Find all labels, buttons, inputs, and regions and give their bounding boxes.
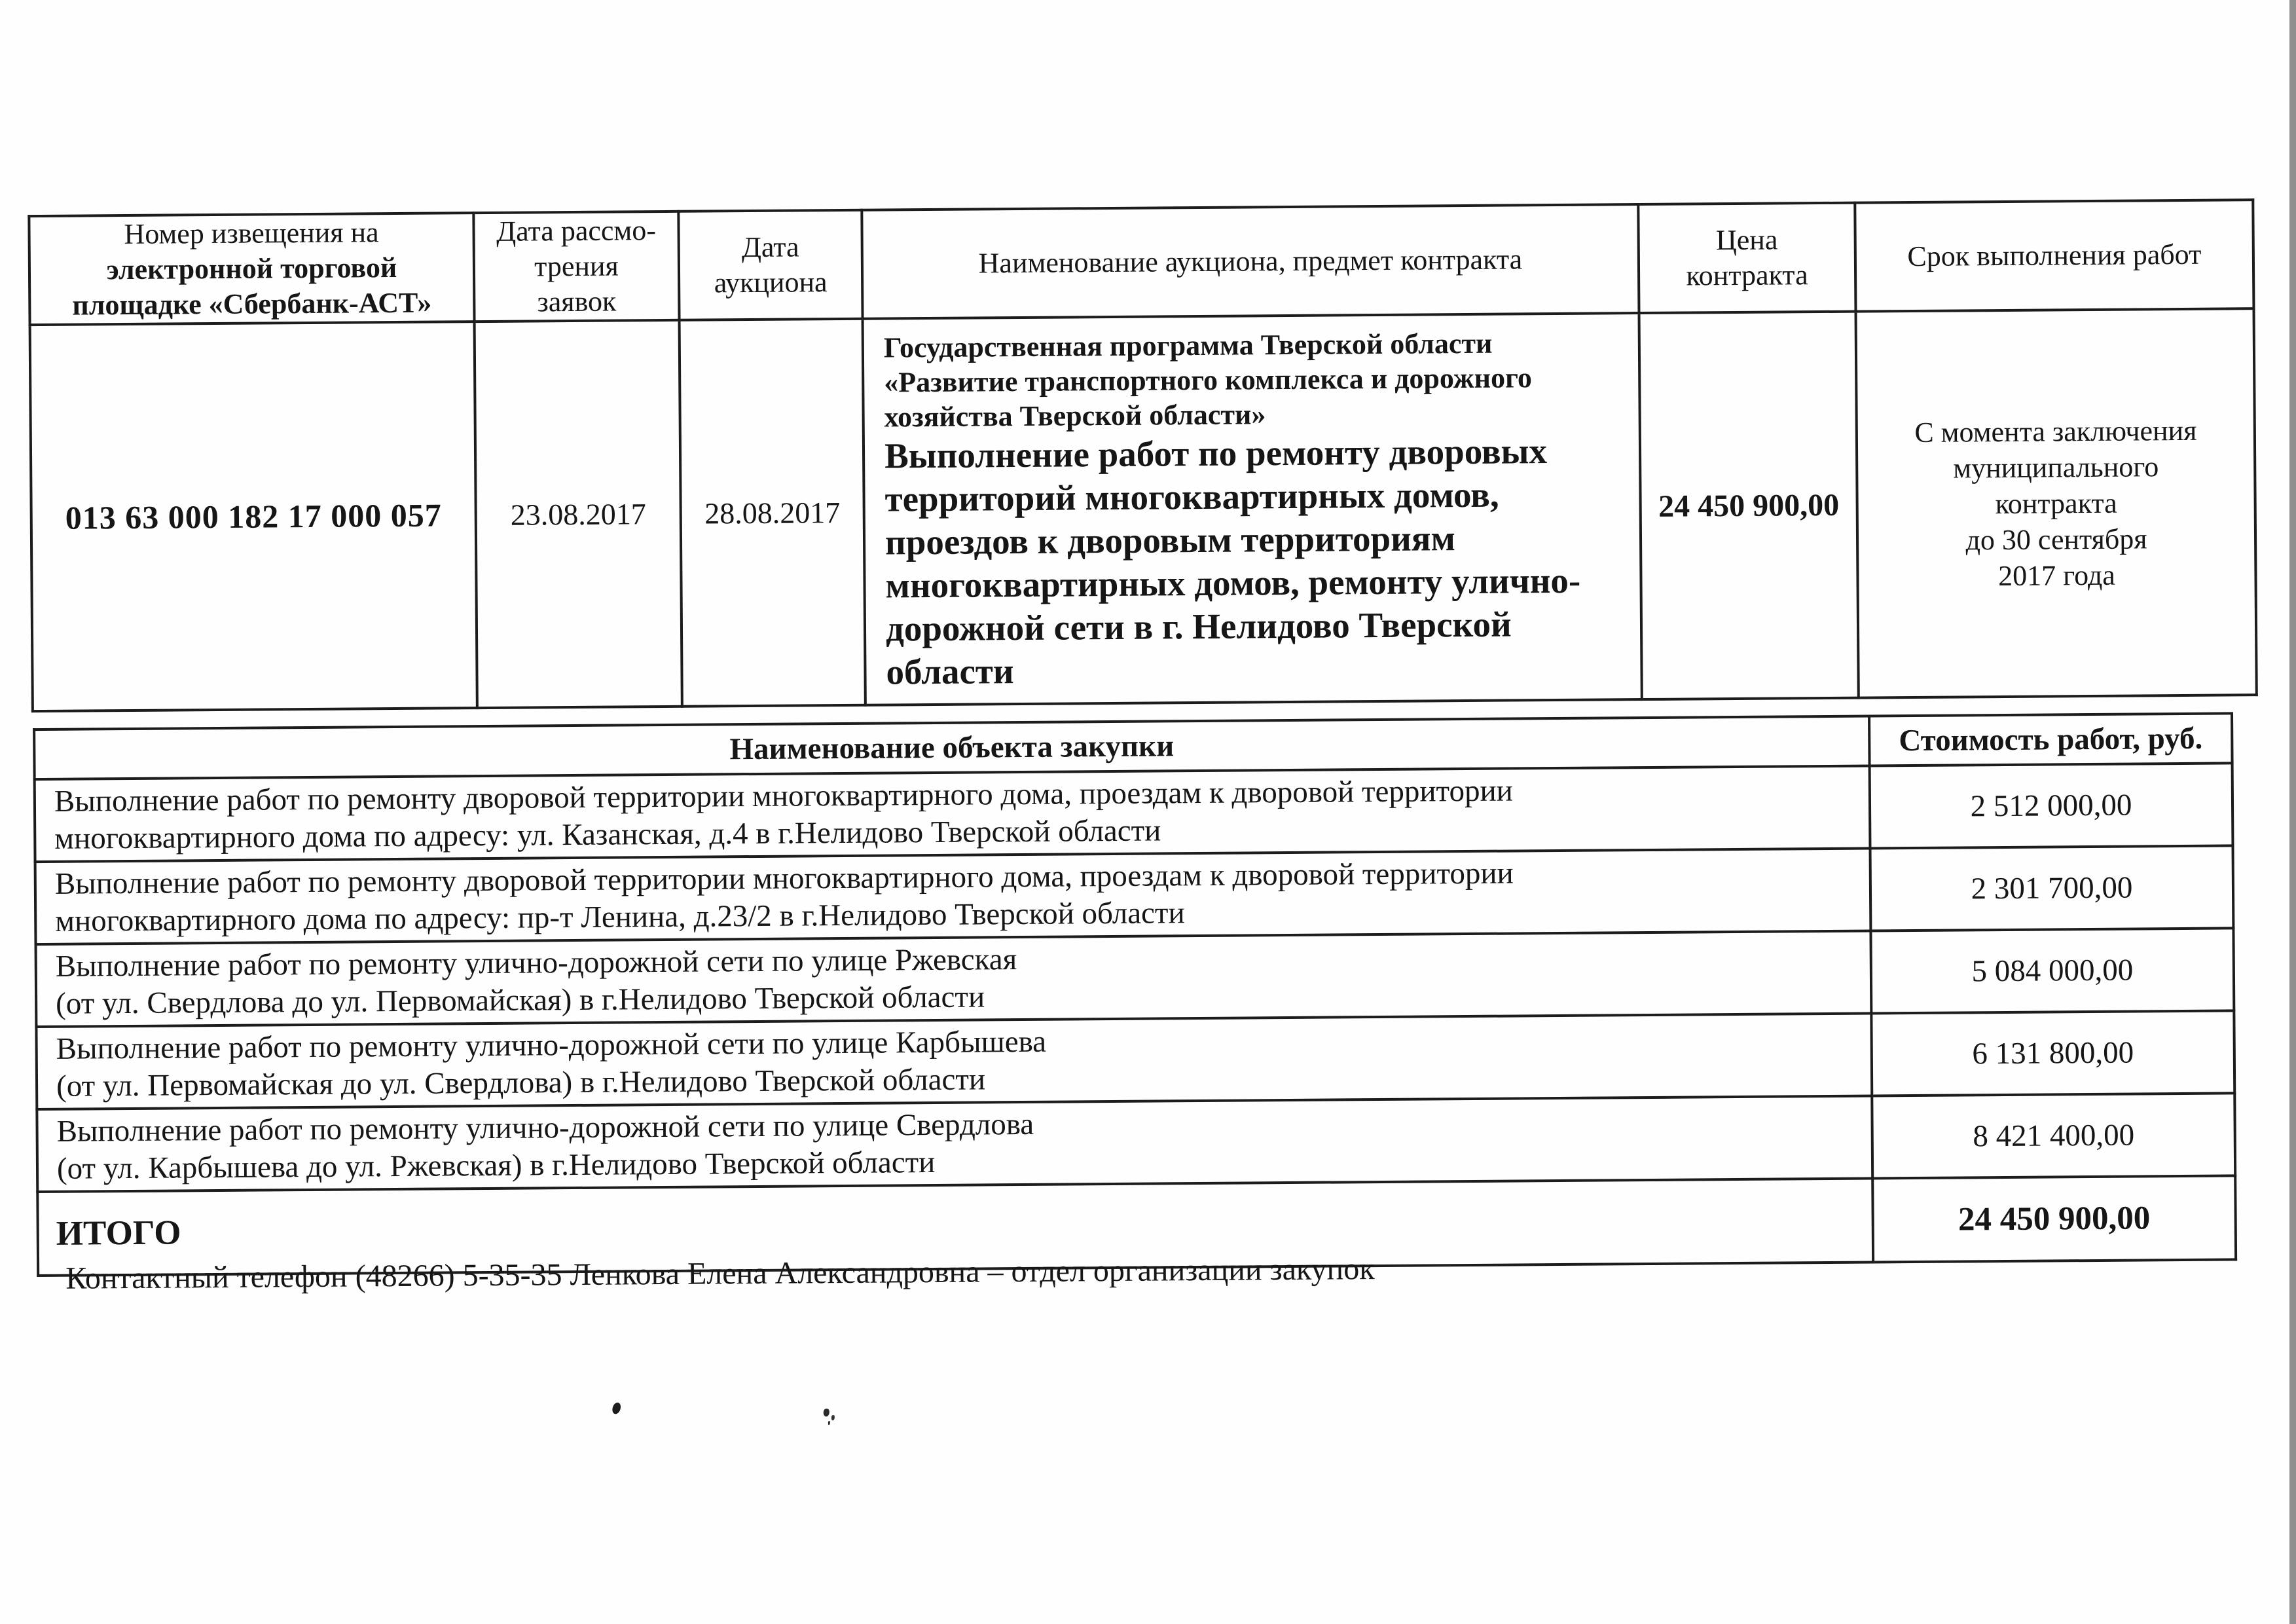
contract-price: 24 450 900,00	[1658, 487, 1840, 524]
header-work-term: Срок выполнения работ	[1855, 200, 2253, 311]
work-term-cell	[1855, 308, 2256, 697]
header-work-cost: Стоимость работ, руб.	[1869, 713, 2232, 766]
total-value-cell: 24 450 900,00	[1872, 1175, 2236, 1262]
notice-number-cell	[30, 322, 477, 711]
work-cost-cell: 2 301 700,00	[1870, 845, 2234, 931]
subject-line: многоквартирных домов, ремонту улично-	[885, 560, 1581, 606]
subject-line: проездов к дворовым территориям	[884, 518, 1456, 563]
term-line: С момента заключения	[1914, 414, 2197, 449]
subject-line: области	[886, 651, 1014, 692]
review-date: 23.08.2017	[510, 496, 646, 532]
object-name-line: Выполнение работ по ремонту улично-дорожной сети по улице Карбышева	[56, 1024, 1047, 1066]
auction-subject-cell	[863, 313, 1642, 705]
subject-line: территорий многоквартирных домов,	[884, 474, 1499, 519]
notice-number: 013 63 000 182 17 000 057	[65, 496, 442, 536]
auction-summary-header-row	[29, 200, 2253, 325]
header-auction-date: Дата аукциона	[678, 210, 862, 320]
table-row	[37, 1093, 2235, 1192]
ink-speck	[611, 1401, 622, 1415]
header-auction-subject: Наименование аукциона, предмет контракта	[862, 204, 1639, 319]
work-cost-cell: 6 131 800,00	[1871, 1010, 2234, 1096]
header-notice-line: Номер извещения на	[124, 216, 379, 251]
auction-date: 28.08.2017	[704, 495, 841, 530]
total-label-cell: ИТОГО	[37, 1178, 1873, 1276]
header-notice-number	[29, 213, 474, 325]
work-cost-cell: 2 512 000,00	[1870, 763, 2233, 848]
object-name-line: многоквартирного дома по адресу: пр-т Ленина, д.23/2 в г.Нелидово Тверской области	[55, 896, 1185, 938]
table-row	[36, 1010, 2234, 1109]
object-name-line: многоквартирного дома по адресу: ул. Казанская, д.4 в г.Нелидово Тверской области	[54, 813, 1161, 856]
object-name-cell	[36, 1013, 1872, 1109]
object-name-line: Выполнение работ по ремонту улично-дорожной сети по улице Свердлова	[56, 1107, 1034, 1149]
object-name-line: Выполнение работ по ремонту улично-дорожной сети по улице Ржевская	[55, 942, 1017, 984]
scan-edge-strip	[2289, 0, 2296, 1624]
subject-line: Выполнение работ по ремонту дворовых	[884, 431, 1548, 476]
term-line: 2017 года	[1997, 559, 2115, 592]
auction-date-cell	[680, 319, 866, 707]
header-notice-line: площадке «Сбербанк-АСТ»	[72, 286, 432, 322]
program-line: хозяйства Тверской области»	[884, 398, 1266, 434]
auction-summary-data-row	[30, 308, 2257, 711]
contract-price-cell	[1639, 312, 1859, 699]
object-name-line: Выполнение работ по ремонту дворовой территории многоквартирного дома, проездам к дворовой территории	[54, 856, 1514, 901]
header-object-name: Наименование объекта закупки	[34, 716, 1869, 780]
header-contract-price: Цена контракта	[1638, 203, 1855, 313]
work-cost-cell: 8 421 400,00	[1872, 1093, 2235, 1178]
object-name-line: (от ул. Свердлова до ул. Первомайская) в г.Нелидово Тверской области	[55, 980, 985, 1021]
object-name-line: (от ул. Первомайская до ул. Свердлова) в г.Нелидово Тверской области	[56, 1062, 986, 1103]
object-name-line: Выполнение работ по ремонту дворовой территории многоквартирного дома, проездам к дворовой территории	[54, 773, 1513, 819]
term-line: муниципального	[1953, 450, 2159, 485]
header-review-date: Дата рассмо- трения заявок	[473, 212, 679, 322]
ink-speck	[824, 1409, 829, 1416]
header-notice-line: электронной торговой	[106, 251, 397, 286]
program-line: Государственная программа Тверской области	[883, 327, 1493, 364]
program-line: «Развитие транспортного комплекса и дорожного	[884, 361, 1533, 399]
review-date-cell	[475, 320, 682, 708]
term-line: до 30 сентября	[1965, 522, 2147, 556]
table-row	[35, 763, 2233, 862]
table-row	[35, 845, 2234, 944]
object-name-cell	[35, 849, 1871, 945]
table-row	[36, 928, 2234, 1027]
subject-line: дорожной сети в г. Нелидово Тверской	[885, 604, 1512, 649]
object-name-line: (от ул. Карбышева до ул. Ржевская) в г.Нелидово Тверской области	[56, 1145, 936, 1186]
object-name-cell	[35, 766, 1870, 862]
purchase-objects-table	[33, 712, 2237, 1277]
term-line: контракта	[1995, 487, 2117, 520]
object-name-cell	[37, 1096, 1872, 1192]
work-cost-cell: 5 084 000,00	[1870, 928, 2234, 1013]
auction-summary-table	[27, 198, 2257, 712]
contact-info: Контактный телефон (48266) 5-35-35 Ленкова Елена Александровна – отдел организации закупок	[65, 1251, 1375, 1296]
object-name-cell	[36, 931, 1872, 1027]
